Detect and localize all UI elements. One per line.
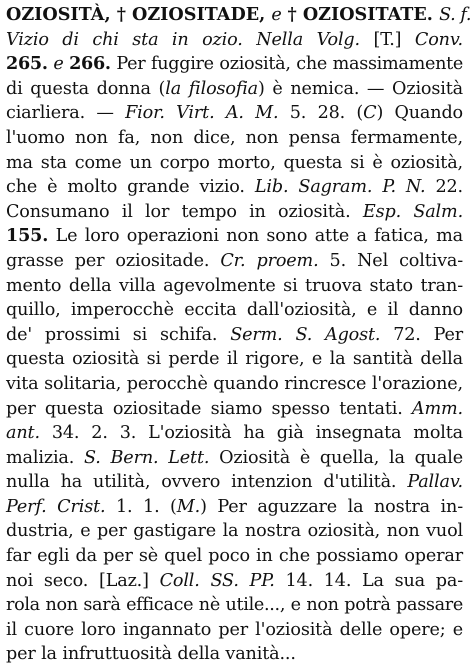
entry-text: l'uomo non fa, non dice, non pensa fermamente, <box>6 127 463 148</box>
entry-text: dustria, e per gastigare la nostra oziosità, non vuol <box>6 521 463 542</box>
entry-text: grasse per oziositade. <box>6 250 221 271</box>
entry-line <box>6 397 463 422</box>
entry-text: 14. 14. La sua pa- <box>274 570 463 591</box>
entry-line <box>6 175 463 200</box>
entry-line <box>6 298 463 323</box>
entry-text: che è molto grande vizio. <box>6 177 255 198</box>
entry-text: di questa donna ( <box>6 78 166 99</box>
citation-text: e <box>47 54 70 75</box>
reference-number: 265. <box>6 53 48 75</box>
reference-number: 155. <box>6 225 49 247</box>
entry-text: 5. 28. ( <box>278 103 364 124</box>
citation-text: Vizio di chi sta in ozio. Nella Volg. <box>6 29 360 50</box>
entry-line <box>6 101 463 126</box>
citation-text: S. Bern. Lett. <box>84 447 210 468</box>
entry-text: 22. <box>425 177 463 198</box>
entry-text: il cuore loro ingannato per l'oziosità delle opere; e <box>6 619 463 640</box>
headword-variant: † OZIOSITATE. <box>281 4 440 25</box>
entry-text: ma sta come un corpo morto, questa si è oziosità, <box>6 152 463 173</box>
entry-text: noi seco. [Laz.] <box>6 570 160 591</box>
citation-text: S. f. <box>439 5 471 25</box>
entry-text: de' prossimi si schifa. <box>6 324 231 345</box>
citation-text: Coll. SS. PP. <box>159 570 275 591</box>
entry-text: 1. 1. ( <box>105 496 177 517</box>
entry-line <box>6 126 463 151</box>
entry-text: 72. Per <box>380 324 463 345</box>
entry-line <box>6 495 463 520</box>
entry-line <box>6 249 463 274</box>
headword: OZIOSITÀ, † OZIOSITADE, <box>6 4 272 25</box>
citation-text: Esp. Salm. <box>362 201 464 222</box>
entry-line <box>6 274 463 299</box>
entry-text: Oziosità è quella, la quale <box>209 447 464 468</box>
entry-line <box>6 642 463 667</box>
citation-text: C <box>363 103 377 124</box>
entry-text: mento della villa agevolmente si truova stato tran- <box>6 275 463 296</box>
entry-line <box>6 372 463 397</box>
citation-text: la filosofia <box>165 78 259 99</box>
entry-text: ) Quando <box>376 103 463 124</box>
citation-text: Fior. Virt. A. M. <box>125 103 279 124</box>
entry-text: malizia. <box>6 447 85 468</box>
entry-line <box>6 593 463 618</box>
citation-text: Pallav. <box>407 472 463 493</box>
entry-line <box>6 323 463 348</box>
citation-text: e <box>271 5 282 25</box>
entry-line <box>6 544 463 569</box>
entry-line <box>6 28 463 53</box>
entry-line <box>6 77 463 102</box>
entry-line <box>6 470 463 495</box>
entry-text: 34. 2. 3. L'oziosità ha già insegnata molta <box>39 423 463 444</box>
entry-text: vita solitaria, perocchè quando rincresce l'orazione, <box>6 373 463 394</box>
entry-text: Per fuggire oziosità, che massimamente <box>110 54 464 75</box>
entry-text: [T.] <box>359 29 415 50</box>
entry-line <box>6 421 463 446</box>
entry-line <box>6 618 463 643</box>
entry-text: ) è nemica. — Oziosità <box>258 78 463 99</box>
citation-text: Serm. S. Agost. <box>230 324 381 345</box>
entry-text: ciarliera. — <box>6 103 126 124</box>
entry-line <box>6 519 463 544</box>
entry-text: nulla ha utilità, ovvero intenzion d'utilità. <box>6 472 408 493</box>
citation-text: Perf. Crist. <box>6 496 106 517</box>
dictionary-entry <box>6 3 471 667</box>
entry-text: far egli da per sè quel poco in che possiamo operar <box>6 546 463 567</box>
entry-text: per la infruttuosità della vanità... <box>6 644 296 665</box>
citation-text: Lib. Sagram. P. N. <box>254 177 426 198</box>
entry-text: quillo, imperocchè eccita dall'oziosità, e il danno <box>6 300 463 321</box>
citation-text: Conv. <box>414 29 463 50</box>
entry-text: rola non sarà efficace nè utile..., e non potrà passare <box>6 595 463 616</box>
entry-text: ) Per aguzzare la nostra in- <box>200 496 463 517</box>
entry-line <box>6 224 463 249</box>
citation-text: M. <box>176 496 201 517</box>
citation-text: Amm. <box>411 398 463 419</box>
entry-line <box>6 200 463 225</box>
citation-text: Cr. proem. <box>220 250 319 271</box>
entry-line <box>6 347 463 372</box>
entry-line <box>6 569 463 594</box>
entry-line <box>6 52 463 77</box>
citation-text: ant. <box>6 423 40 444</box>
entry-line <box>6 446 463 471</box>
entry-text: questa oziosità si perde il rigore, e la santità della <box>6 349 463 370</box>
entry-text: per questa oziositade siamo spesso tentati. <box>6 398 412 419</box>
entry-line <box>6 3 471 28</box>
entry-text: Le loro operazioni non sono atte a fatica, ma <box>48 226 463 247</box>
entry-line <box>6 151 463 176</box>
entry-text: 5. Nel coltiva- <box>318 250 464 271</box>
entry-text: Consumano il lor tempo in oziosità. <box>6 201 363 222</box>
reference-number: 266. <box>69 53 111 75</box>
